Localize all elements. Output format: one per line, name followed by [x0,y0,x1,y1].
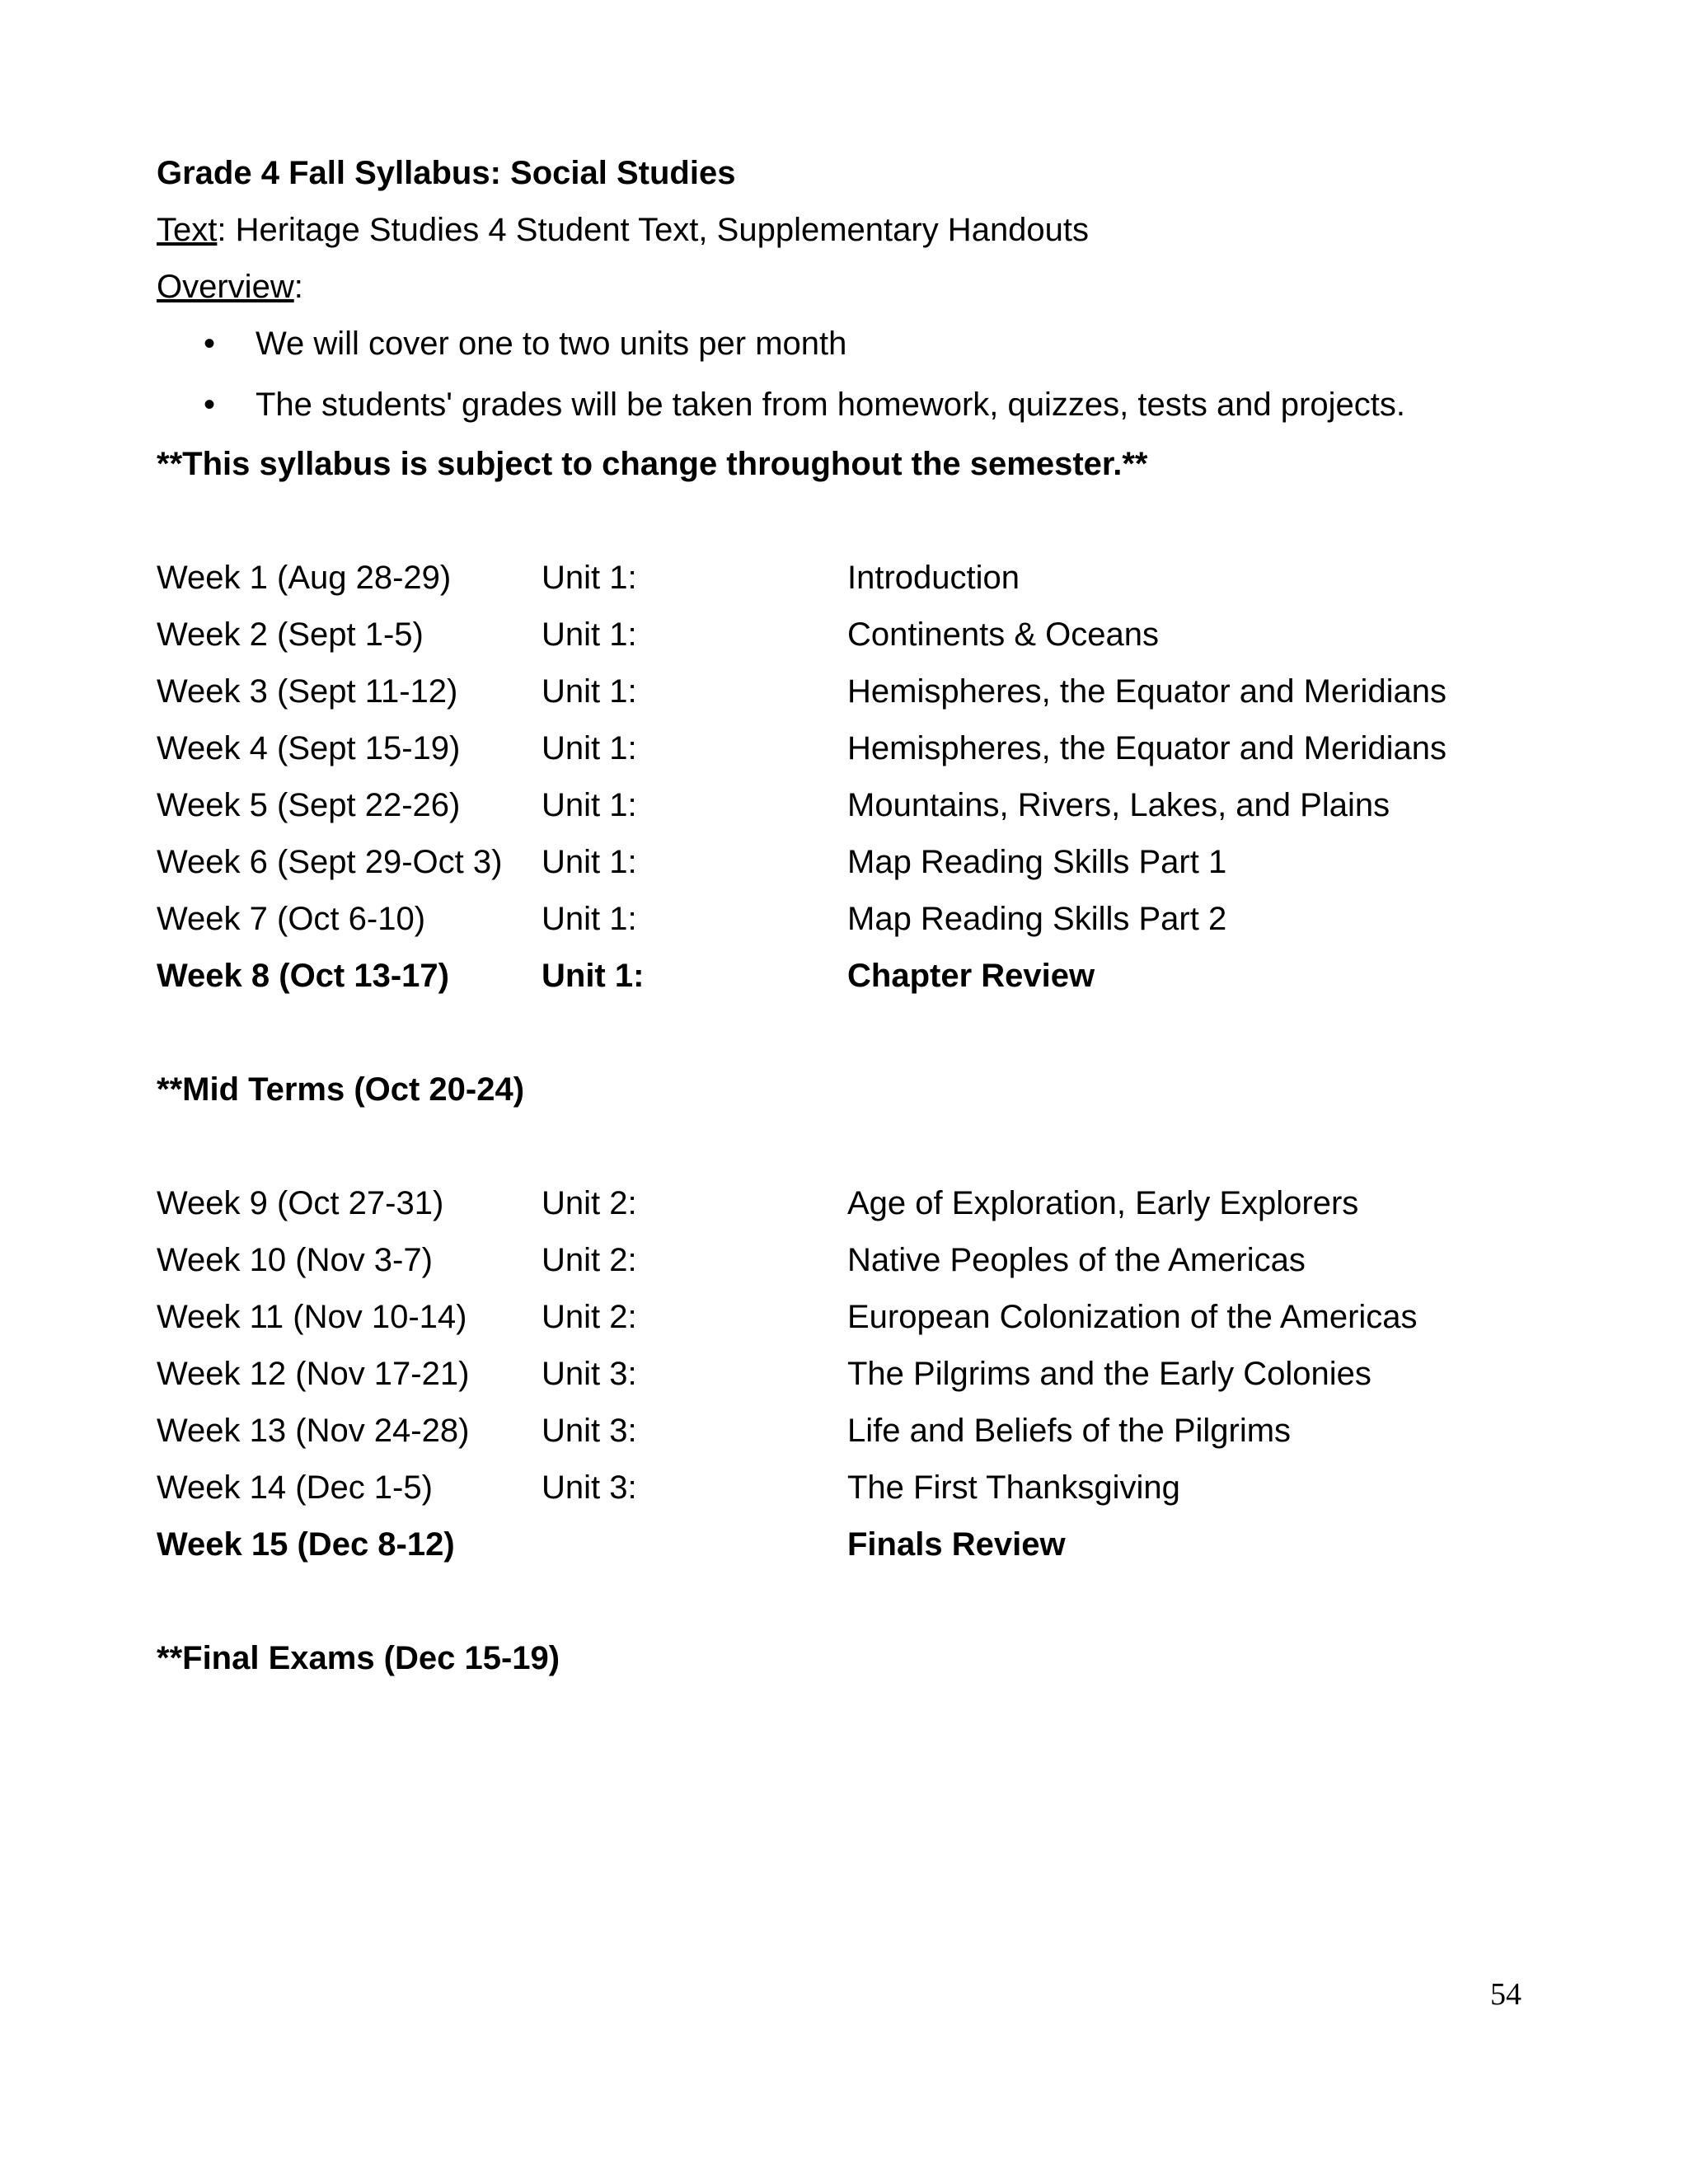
page-number: 54 [1490,1977,1522,2012]
schedule-row [157,1411,1558,1451]
week-cell: Week 8 (Oct 13-17) [157,958,449,994]
overview-suffix: : [293,269,303,305]
unit-cell: Unit 1: [542,616,637,653]
week-cell: Week 12 (Nov 17-21) [157,1356,470,1392]
page-title: Grade 4 Fall Syllabus: Social Studies [157,155,736,191]
week-cell: Week 1 (Aug 28-29) [157,560,452,596]
week-cell: Week 9 (Oct 27-31) [157,1185,444,1221]
bullet-icon: • [204,326,216,362]
topic-cell: European Colonization of the Americas [847,1299,1418,1335]
overview-item-text: We will cover one to two units per month [256,326,847,362]
unit-cell: Unit 1: [542,730,637,766]
week-cell: Week 7 (Oct 6-10) [157,901,426,937]
topic-cell: Continents & Oceans [847,616,1159,653]
week-cell: Week 14 (Dec 1-5) [157,1469,433,1506]
unit-cell: Unit 1: [542,673,637,710]
schedule-row [157,1354,1558,1394]
text-label: Text [157,212,218,248]
topic-cell: Chapter Review [847,958,1095,994]
midterms-note: **Mid Terms (Oct 20-24) [157,1071,525,1108]
topic-cell: The Pilgrims and the Early Colonies [847,1356,1372,1392]
schedule-row [157,1468,1558,1507]
schedule-row [157,615,1558,654]
topic-cell: Mountains, Rivers, Lakes, and Plains [847,787,1390,823]
unit-cell: Unit 3: [542,1413,637,1449]
schedule-row [157,1240,1558,1280]
unit-cell: Unit 3: [542,1469,637,1506]
schedule-row [157,842,1558,882]
topic-cell: Map Reading Skills Part 2 [847,901,1227,937]
schedule-row [157,672,1558,711]
unit-cell: Unit 2: [542,1242,637,1278]
unit-cell: Unit 2: [542,1299,637,1335]
topic-cell: The First Thanksgiving [847,1469,1180,1506]
finals-note: **Final Exams (Dec 15-19) [157,1640,560,1676]
text-line [157,210,1089,250]
unit-cell: Unit 1: [542,787,637,823]
week-cell: Week 5 (Sept 22-26) [157,787,461,823]
schedule-row [157,1183,1558,1223]
week-cell: Week 13 (Nov 24-28) [157,1413,470,1449]
unit-cell: Unit 2: [542,1185,637,1221]
unit-cell: Unit 1: [542,958,645,994]
week-cell: Week 15 (Dec 8-12) [157,1526,455,1563]
schedule-row [157,956,1558,996]
topic-cell: Finals Review [847,1526,1066,1563]
schedule-row [157,558,1558,598]
topic-cell: Native Peoples of the Americas [847,1242,1306,1278]
notice-text: **This syllabus is subject to change throughout the semester.** [157,446,1148,482]
unit-cell: Unit 3: [542,1356,637,1392]
topic-cell: Hemispheres, the Equator and Meridians [847,730,1447,766]
week-cell: Week 6 (Sept 29-Oct 3) [157,844,503,880]
unit-cell: Unit 1: [542,844,637,880]
topic-cell: Introduction [847,560,1020,596]
schedule-row [157,899,1558,939]
schedule-row [157,785,1558,825]
week-cell: Week 10 (Nov 3-7) [157,1242,433,1278]
topic-cell: Map Reading Skills Part 1 [847,844,1227,880]
topic-cell: Life and Beliefs of the Pilgrims [847,1413,1292,1449]
schedule-row [157,1525,1558,1564]
week-cell: Week 4 (Sept 15-19) [157,730,461,766]
schedule-row [157,729,1558,768]
overview-line [157,267,303,307]
week-cell: Week 11 (Nov 10-14) [157,1299,467,1335]
topic-cell: Hemispheres, the Equator and Meridians [847,673,1447,710]
bullet-icon: • [204,387,216,423]
unit-cell: Unit 1: [542,560,637,596]
text-value: : Heritage Studies 4 Student Text, Supplementary Handouts [217,212,1090,248]
overview-item [204,385,1405,424]
week-cell: Week 2 (Sept 1-5) [157,616,424,653]
schedule-row [157,1297,1558,1337]
unit-cell: Unit 1: [542,901,637,937]
topic-cell: Age of Exploration, Early Explorers [847,1185,1359,1221]
week-cell: Week 3 (Sept 11-12) [157,673,458,710]
overview-item-text: The students' grades will be taken from homework, quizzes, tests and projects. [256,387,1405,423]
overview-label: Overview [157,269,294,305]
overview-item [204,324,847,363]
